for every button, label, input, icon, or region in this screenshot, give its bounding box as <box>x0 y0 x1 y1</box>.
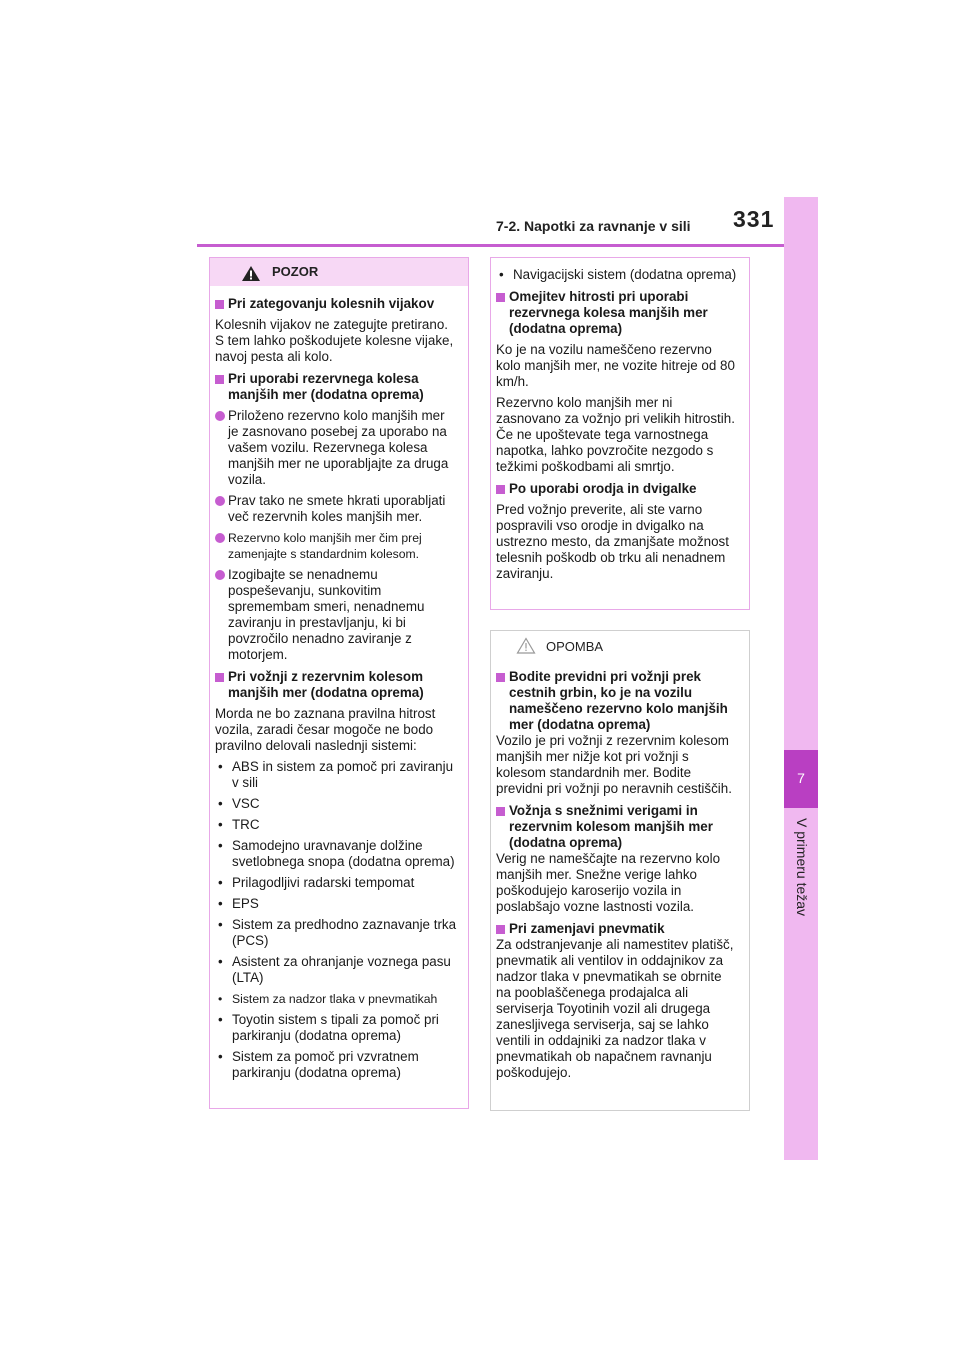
paragraph: Morda ne bo zaznana pravilna hitrost vozila, zaradi česar mogoče ne bodo pravilno delovali naslednji sistemi: <box>215 706 436 753</box>
warning-box <box>209 257 469 1109</box>
system-item: • Prilagodljivi radarski tempomat <box>215 875 458 891</box>
paragraph: Verig ne nameščajte na rezervno kolo manjših mer. Snežne verige lahko poškodujejo karoserijo vozila in poslabšajo vozne lastnosti vozila. <box>496 851 721 914</box>
warning-triangle-icon <box>241 265 261 282</box>
page-number: 331 <box>733 206 775 232</box>
paragraph: Rezervno kolo manjših mer ni zasnovano za vožnjo pri velikih hitrostih. Če ne upoštevate tega varnostnega napotka, lahko povzročite nezgodo s težkimi poškodbami ali smrtjo. <box>496 395 735 474</box>
warning-box-continued <box>490 257 750 610</box>
section-heading: Pri vožnji z rezervnim kolesom manjših mer (dodatna oprema) <box>215 669 458 701</box>
chapter-title-vertical <box>788 818 814 938</box>
system-item: • EPS <box>215 896 458 912</box>
chapter-title: V primeru težav <box>794 818 810 917</box>
section-heading: Pri uporabi rezervnega kolesa manjših mer (dodatna oprema) <box>215 371 458 403</box>
system-item: • TRC <box>215 817 458 833</box>
section-heading: Omejitev hitrosti pri uporabi rezervnega kolesa manjših mer (dodatna oprema) <box>496 289 739 337</box>
chapter-side-strip <box>784 197 818 1160</box>
paragraph: Vozilo je pri vožnji z rezervnim kolesom manjših mer nižje kot pri vožnji s kolesom standardnih mer. Bodite previdni pri vožnji po neravnih cestiščih. <box>496 733 732 796</box>
note-box <box>490 630 750 1111</box>
dot-item: Priloženo rezervno kolo manjših mer je zasnovano posebej za uporabo na vašem vozilu. Rezervnega kolesa manjših mer ne uporabljajte za druga vozila. <box>215 408 458 488</box>
caution-triangle-icon <box>516 637 536 654</box>
paragraph: Kolesnih vijakov ne zategujte pretirano. S tem lahko poškodujete kolesne vijake, navoj pesta ali kolo. <box>215 317 454 364</box>
section-heading: Po uporabi orodja in dvigalke <box>496 481 739 497</box>
system-item: • Samodejno uravnavanje dolžine svetlobnega snopa (dodatna oprema) <box>215 838 458 870</box>
system-item: • Navigacijski sistem (dodatna oprema) <box>496 267 739 283</box>
system-item: • Asistent za ohranjanje voznega pasu (LTA) <box>215 954 458 986</box>
system-item: • ABS in sistem za pomoč pri zaviranju v sili <box>215 759 458 791</box>
system-item: • Toyotin sistem s tipali za pomoč pri parkiranju (dodatna oprema) <box>215 1012 458 1044</box>
system-item: • Sistem za pomoč pri vzvratnem parkiranju (dodatna oprema) <box>215 1049 458 1081</box>
system-item: • VSC <box>215 796 458 812</box>
dot-item: Izogibajte se nenadnemu pospeševanju, sunkovitim spremembam smeri, nenadnemu zaviranju in prestavljanju, ki bi povzročilo nenadno zaviranje z motorjem. <box>215 567 458 663</box>
header-rule <box>197 244 784 247</box>
warning-box-header <box>210 258 468 286</box>
note-box-header <box>491 631 749 659</box>
paragraph: Za odstranjevanje ali namestitev platišč, pnevmatik ali ventilov in oddajnikov za nadzor tlaka v pnevmatikah se obrnite na pooblaščenega prodajalca ali serviserja Toyotinih vozil ali drugega zanesljivega serviserja, saj se lahko ventili in oddajniki za nadzor tlaka v pnevmatikah ob napačnem ravnanju poškodujejo. <box>496 937 734 1080</box>
section-heading: Pri zamenjavi pnevmatik <box>496 921 739 937</box>
dot-item: Rezervno kolo manjših mer čim prej zamenjajte s standardnim kolesom. <box>215 530 458 562</box>
dot-item: Prav tako ne smete hkrati uporabljati več rezervnih koles manjših mer. <box>215 493 458 525</box>
system-item: • Sistem za predhodno zaznavanje trka (PCS) <box>215 917 458 949</box>
paragraph: Ko je na vozilu nameščeno rezervno kolo manjših mer, ne vozite hitreje od 80 km/h. <box>496 342 735 389</box>
section-heading: Vožnja s snežnimi verigami in rezervnim kolesom manjših mer (dodatna oprema) <box>496 803 739 851</box>
section-title: 7-2. Napotki za ravnanje v sili <box>496 218 691 234</box>
paragraph: Pred vožnjo preverite, ali ste varno pospravili vso orodje in dvigalko na ustrezno mesto, da zmanjšate možnost telesnih poškodb ob trku ali nenadnem zaviranju. <box>496 502 729 581</box>
warning-title: POZOR <box>272 264 319 279</box>
note-title: OPOMBA <box>546 639 604 654</box>
section-heading: Pri zategovanju kolesnih vijakov <box>215 296 458 312</box>
section-heading: Bodite previdni pri vožnji prek cestnih grbin, ko je na vozilu nameščeno rezervno kolo manjših mer (dodatna oprema) <box>496 669 739 733</box>
chapter-number: 7 <box>797 770 805 786</box>
system-item: • Sistem za nadzor tlaka v pnevmatikah <box>215 991 458 1007</box>
